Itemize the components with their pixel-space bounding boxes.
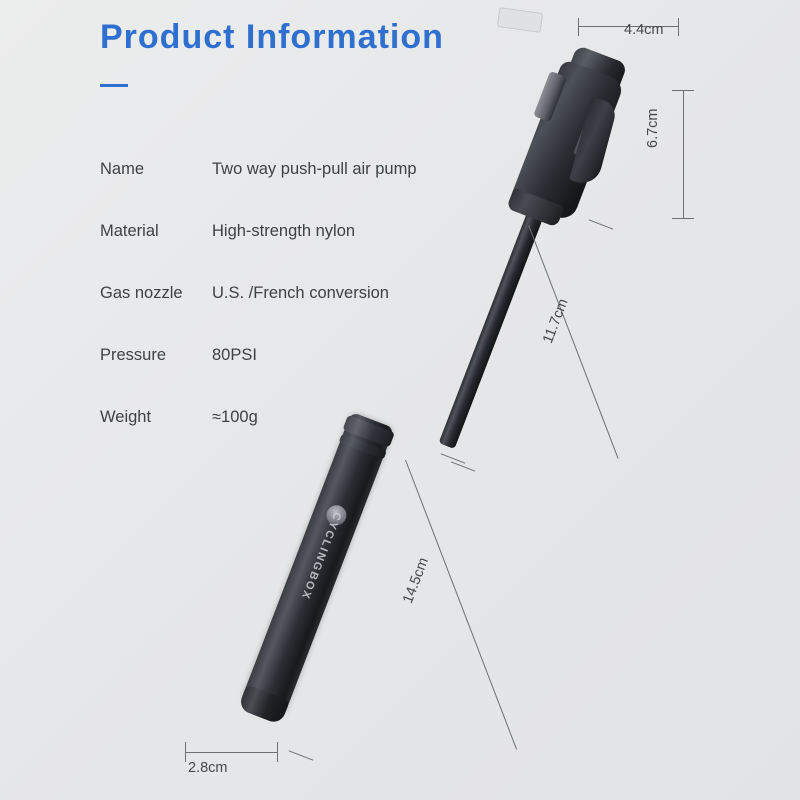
spec-value: ≈100g bbox=[212, 408, 258, 426]
dimension-tick bbox=[185, 742, 186, 762]
page-title: Product Information bbox=[100, 18, 444, 56]
spec-label: Weight bbox=[100, 408, 152, 426]
brand-text: CYCLINGBOX bbox=[298, 510, 344, 602]
spec-label: Material bbox=[100, 222, 159, 240]
dimension-tick bbox=[672, 218, 694, 219]
dimension-tick bbox=[678, 18, 679, 36]
pump-head bbox=[493, 35, 645, 237]
head-sticker bbox=[497, 7, 543, 33]
spec-label: Gas nozzle bbox=[100, 284, 183, 302]
dimension-tick bbox=[578, 18, 579, 36]
spec-value: 80PSI bbox=[212, 346, 257, 364]
spec-label: Pressure bbox=[100, 346, 167, 364]
dimension-label-barrel-length: 14.5cm bbox=[400, 555, 432, 606]
dimension-label-barrel-diameter: 2.8cm bbox=[188, 760, 228, 776]
dimension-label-head-height: 6.7cm bbox=[645, 108, 661, 148]
pump-shaft bbox=[439, 202, 547, 449]
dimension-tick bbox=[672, 90, 694, 91]
barrel-end-cap bbox=[238, 684, 290, 725]
pump-barrel bbox=[240, 412, 394, 718]
spec-label: Name bbox=[100, 160, 145, 178]
dimension-line-barrel-diameter bbox=[185, 752, 277, 753]
spec-value: Two way push-pull air pump bbox=[212, 160, 417, 178]
title-underline bbox=[100, 84, 128, 87]
spec-value: High-strength nylon bbox=[212, 222, 356, 240]
dimension-line-head-height bbox=[683, 90, 684, 218]
spec-value: U.S. /French conversion bbox=[212, 284, 389, 302]
dimension-label-head-width: 4.4cm bbox=[624, 22, 664, 38]
dimension-tick bbox=[277, 742, 278, 762]
dimension-label-shaft-length: 11.7cm bbox=[540, 296, 572, 346]
